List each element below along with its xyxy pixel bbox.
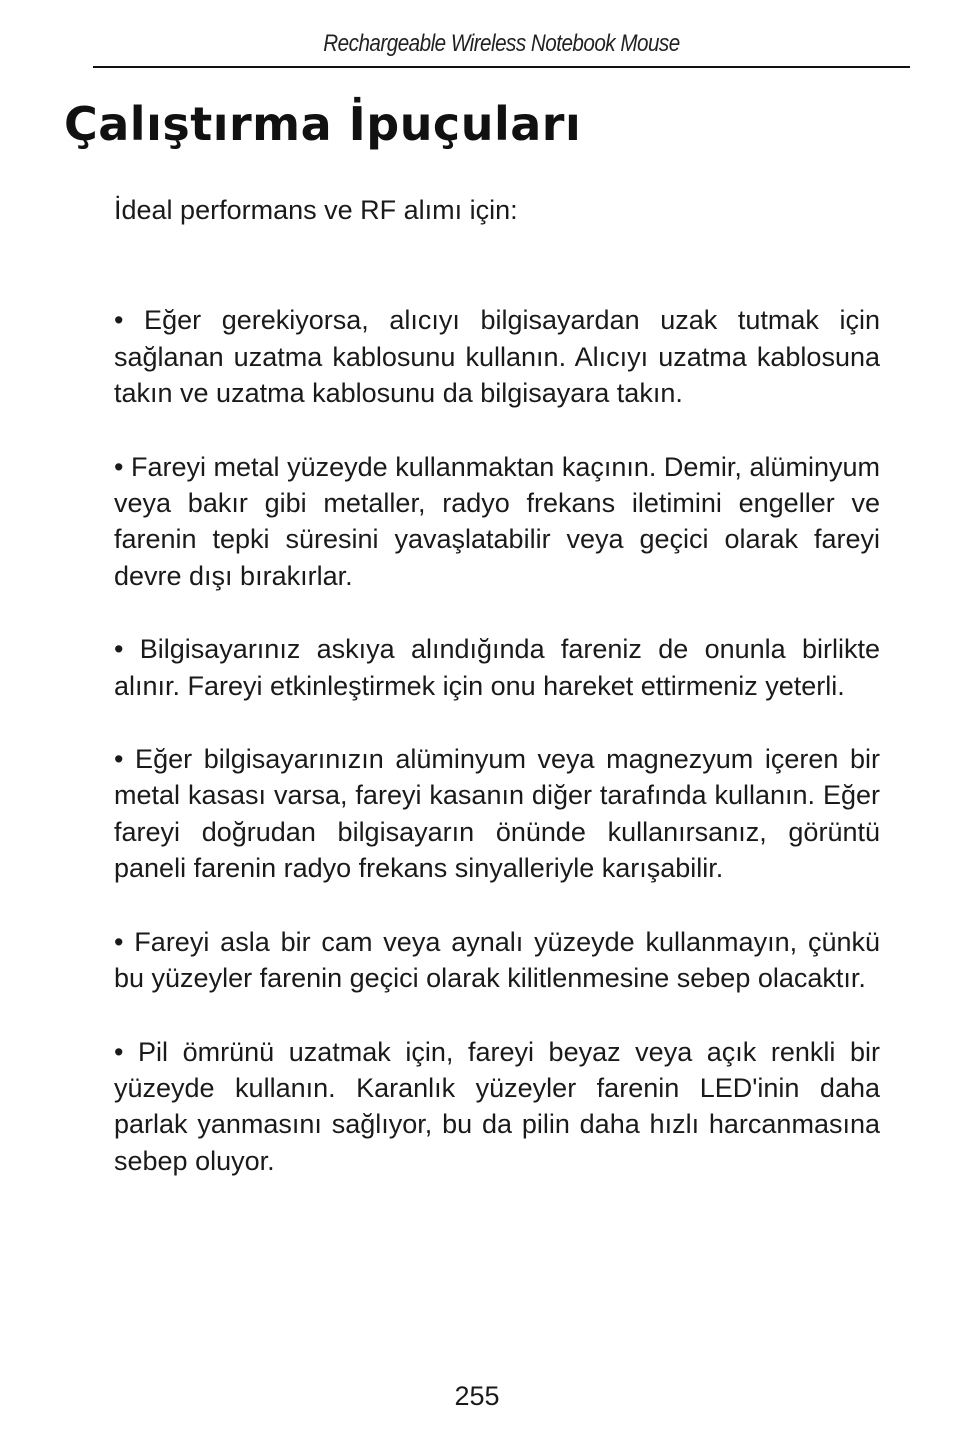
- tip-suspend-mode: • Bilgisayarınız askıya alındığında fareniz de onunla birlikte alınır. Fareyi etkinleştirmek için onu hareket ettirmeniz yeterli.: [114, 634, 880, 701]
- intro-text: İdeal performans ve RF alımı için:: [114, 195, 518, 225]
- tip-extension-cable: • Eğer gerekiyorsa, alıcıyı bilgisayardan uzak tutmak için sağlanan uzatma kablosunu kullanın. Alıcıyı uzatma kablosuna takın ve uzatma kablosunu da bilgisayara takın.: [114, 305, 880, 409]
- page-number: 255: [454, 1381, 500, 1411]
- tip-metal-case: • Eğer bilgisayarınızın alüminyum veya magnezyum içeren bir metal kasası varsa, fareyi kasanın diğer tarafında kullanın. Eğer fareyi doğrudan bilgisayarın önünde kullanırsanız, görüntü paneli farenin radyo frekans sinyalleriyle karışabilir.: [114, 744, 880, 884]
- tip-glass-surface: • Fareyi asla bir cam veya aynalı yüzeyde kullanmayın, çünkü bu yüzeyler farenin geçici olarak kilitlenmesine sebep olacaktır.: [114, 926, 880, 994]
- page-content: [114, 192, 880, 1179]
- tip-battery-life: • Pil ömrünü uzatmak için, fareyi beyaz veya açık renkli bir yüzeyde kullanın. Karanlık yüzeyler farenin LED'inin daha parlak yanmasını sağlıyor, bu da pilin daha hızlı harcanmasına sebep oluyor.: [114, 1036, 880, 1176]
- header-divider: [93, 66, 910, 68]
- page-title: Çalıştırma İpuçuları: [64, 97, 582, 151]
- tip-metal-surface: • Fareyi metal yüzeyde kullanmaktan kaçının. Demir, alüminyum veya bakır gibi metaller, radyo frekans iletimini engeller ve farenin tepki süresini yavaşlatabilir veya geçici olarak fareyi devre dışı bırakırlar.: [114, 451, 880, 591]
- running-header: Rechargeable Wireless Notebook Mouse: [323, 30, 680, 57]
